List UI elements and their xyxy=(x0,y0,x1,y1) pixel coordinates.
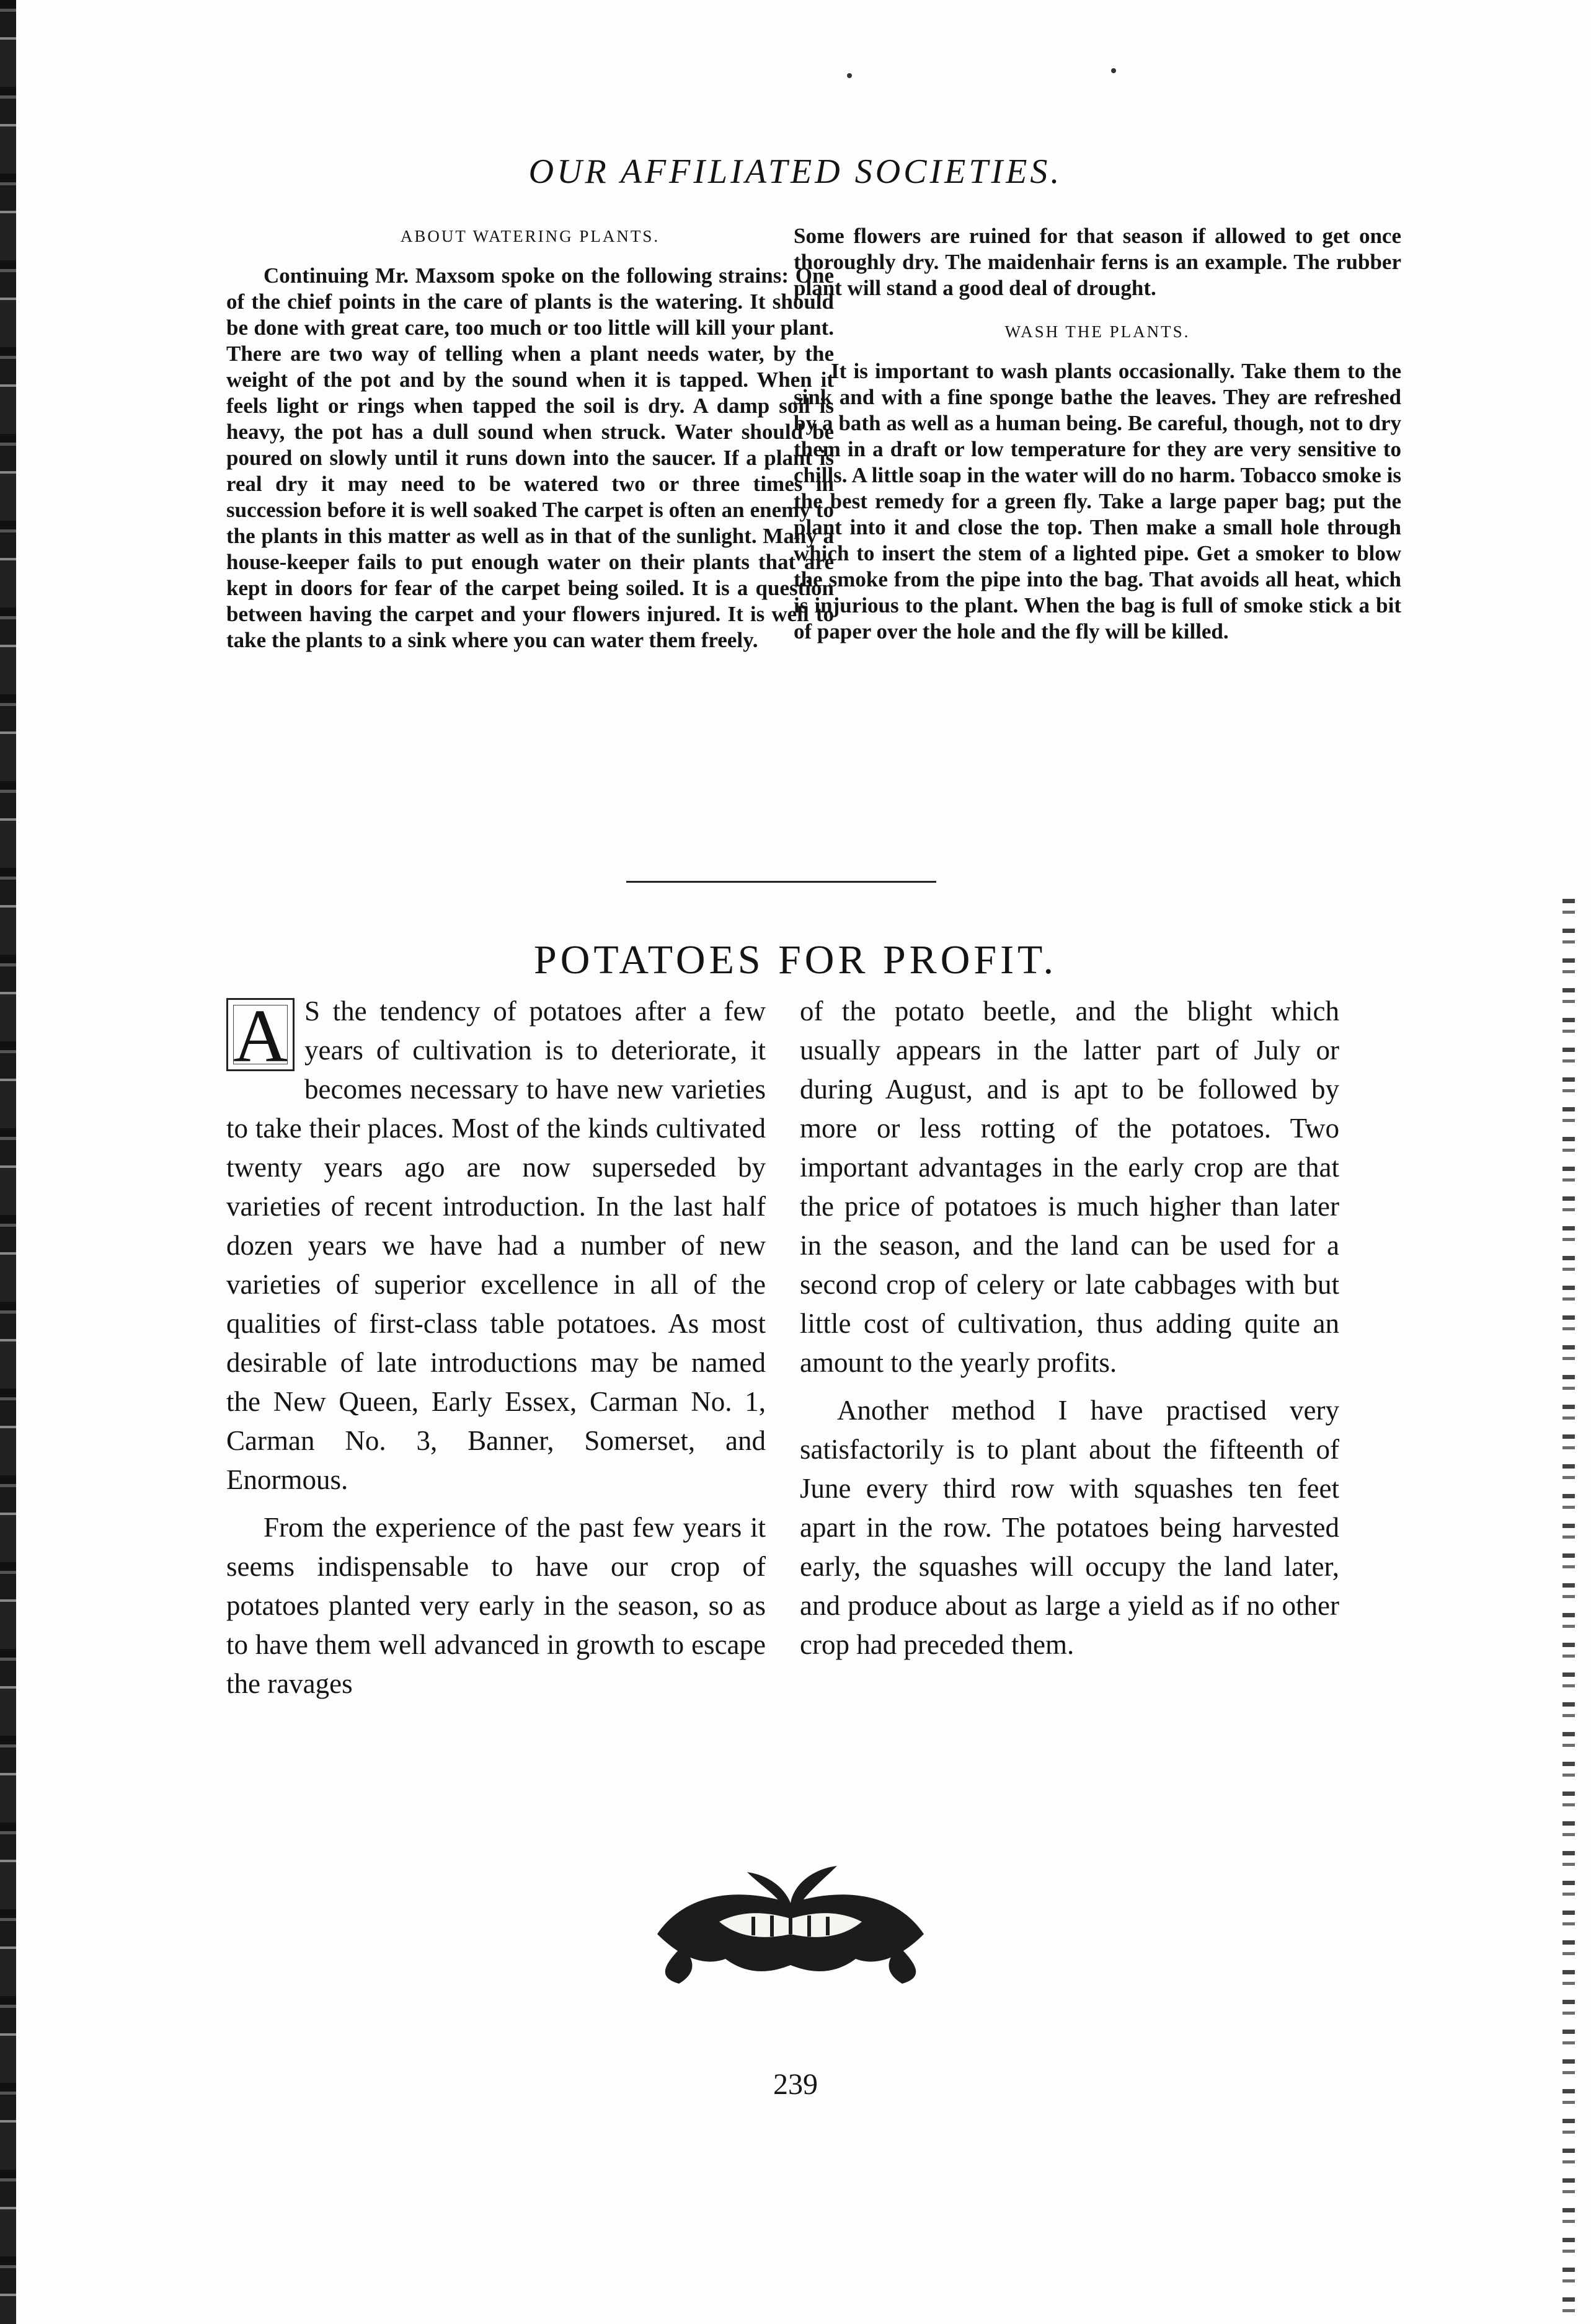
ink-speck xyxy=(1111,68,1116,73)
article-title: POTATOES FOR PROFIT. xyxy=(534,937,1057,983)
running-head: OUR AFFILIATED SOCIETIES. xyxy=(528,152,1063,191)
article-paragraph-3: of the potato beetle, and the blight which usually appears in the latter part of July or during August, and is apt to be followed by more or less rotting of the potatoes. Two important advantages in the early crop are that the price of potatoes is much higher than later in the season, and the land can be used for a second crop of celery or late cabbages with but little cost of cultivation, thus adding quite an amount to the yearly profits. xyxy=(800,996,1339,1378)
watering-continued-paragraph: Some flowers are ruined for that season if allowed to get once thoroughly dry. The maidenhair ferns is an example. The rubber plant will stand a good deal of drought. xyxy=(794,224,1401,300)
ink-speck xyxy=(847,73,852,78)
watering-heading: ABOUT WATERING PLANTS. xyxy=(400,227,660,245)
article-paragraph-1-text: S the tendency of potatoes after a few years of cultivation is to deteriorate, it becomes necessary to have new varieties to take their places. Most of the kinds cultivated twenty years ago are now superseded by varieties of recent introduction. In the last half dozen years we have had a number of new varieties of superior excellence in all of the qualities of first-class table potatoes. As most desirable of late introductions may be named the New Queen, Early Essex, Carman No. 1, Carman No. 3, Banner, Somerset, and Enormous. xyxy=(226,996,766,1495)
wash-heading: WASH THE PLANTS. xyxy=(1004,322,1190,341)
article-right-column xyxy=(800,992,1339,1664)
watering-column xyxy=(226,223,834,653)
wash-column xyxy=(794,223,1401,645)
watering-paragraph: Continuing Mr. Maxsom spoke on the following strains: One of the chief points in the care of plants is the watering. It should be done with great care, too much or too little will kill your plant. There are two way of telling when a plant needs water, by the weight of the pot and by the sound when it is tapped. When it feels light or rings when tapped the soil is dry. A damp soil is heavy, the pot has a dull sound when struck. Water should be poured on slowly until it runs down into the saucer. If a plant is real dry it may need to be watered two or three times in succession before it is well soaked The carpet is often an enemy to the plants in this matter as well as in that of the sunlight. Many a house-keeper fails to put enough water on their plants that are kept in doors for fear of the carpet being soiled. It is a question between having the carpet and your flowers injured. It is well to take the plants to a sink where you can water them freely. xyxy=(226,263,834,652)
article-paragraph-4: Another method I have practised very satisfactorily is to plant about the fifteenth of June every third row with squashes ten feet apart in the row. The potatoes being harvested early, the squashes will occupy the land later, and produce about as large a yield as if no other crop had preceded them. xyxy=(800,1395,1339,1660)
section-divider xyxy=(626,881,936,883)
article-left-column xyxy=(226,992,766,1703)
article-paragraph-1 xyxy=(226,992,766,1500)
floral-ornament-icon xyxy=(645,1860,936,1990)
wash-paragraph: It is important to wash plants occasionally. Take them to the sink and with a fine sponge bathe the leaves. They are refreshed by a bath as well as a human being. Be careful, though, not to dry them in a draft or low temperature for they are very sensitive to chills. A little soap in the water will do no harm. Tobacco smoke is the best remedy for a green fly. Take a large paper bag; put the plant into it and close the top. Then make a small hole through which to insert the stem of a lighted pipe. Get a smoker to blow the smoke from the pipe into the bag. That avoids all heat, which is injurious to the plant. When the bag is full of smoke stick a bit of paper over the hole and the fly will be killed. xyxy=(794,359,1401,643)
dropcap-letter: A xyxy=(226,998,295,1071)
page-edge-scan-marks xyxy=(1562,899,1575,2318)
binding-edge xyxy=(0,0,16,2324)
page-number: 239 xyxy=(773,2068,818,2101)
article-paragraph-2: From the experience of the past few years it seems indispensable to have our crop of potatoes planted very early in the season, so as to have them well advanced in growth to escape the ravages xyxy=(226,1512,766,1699)
